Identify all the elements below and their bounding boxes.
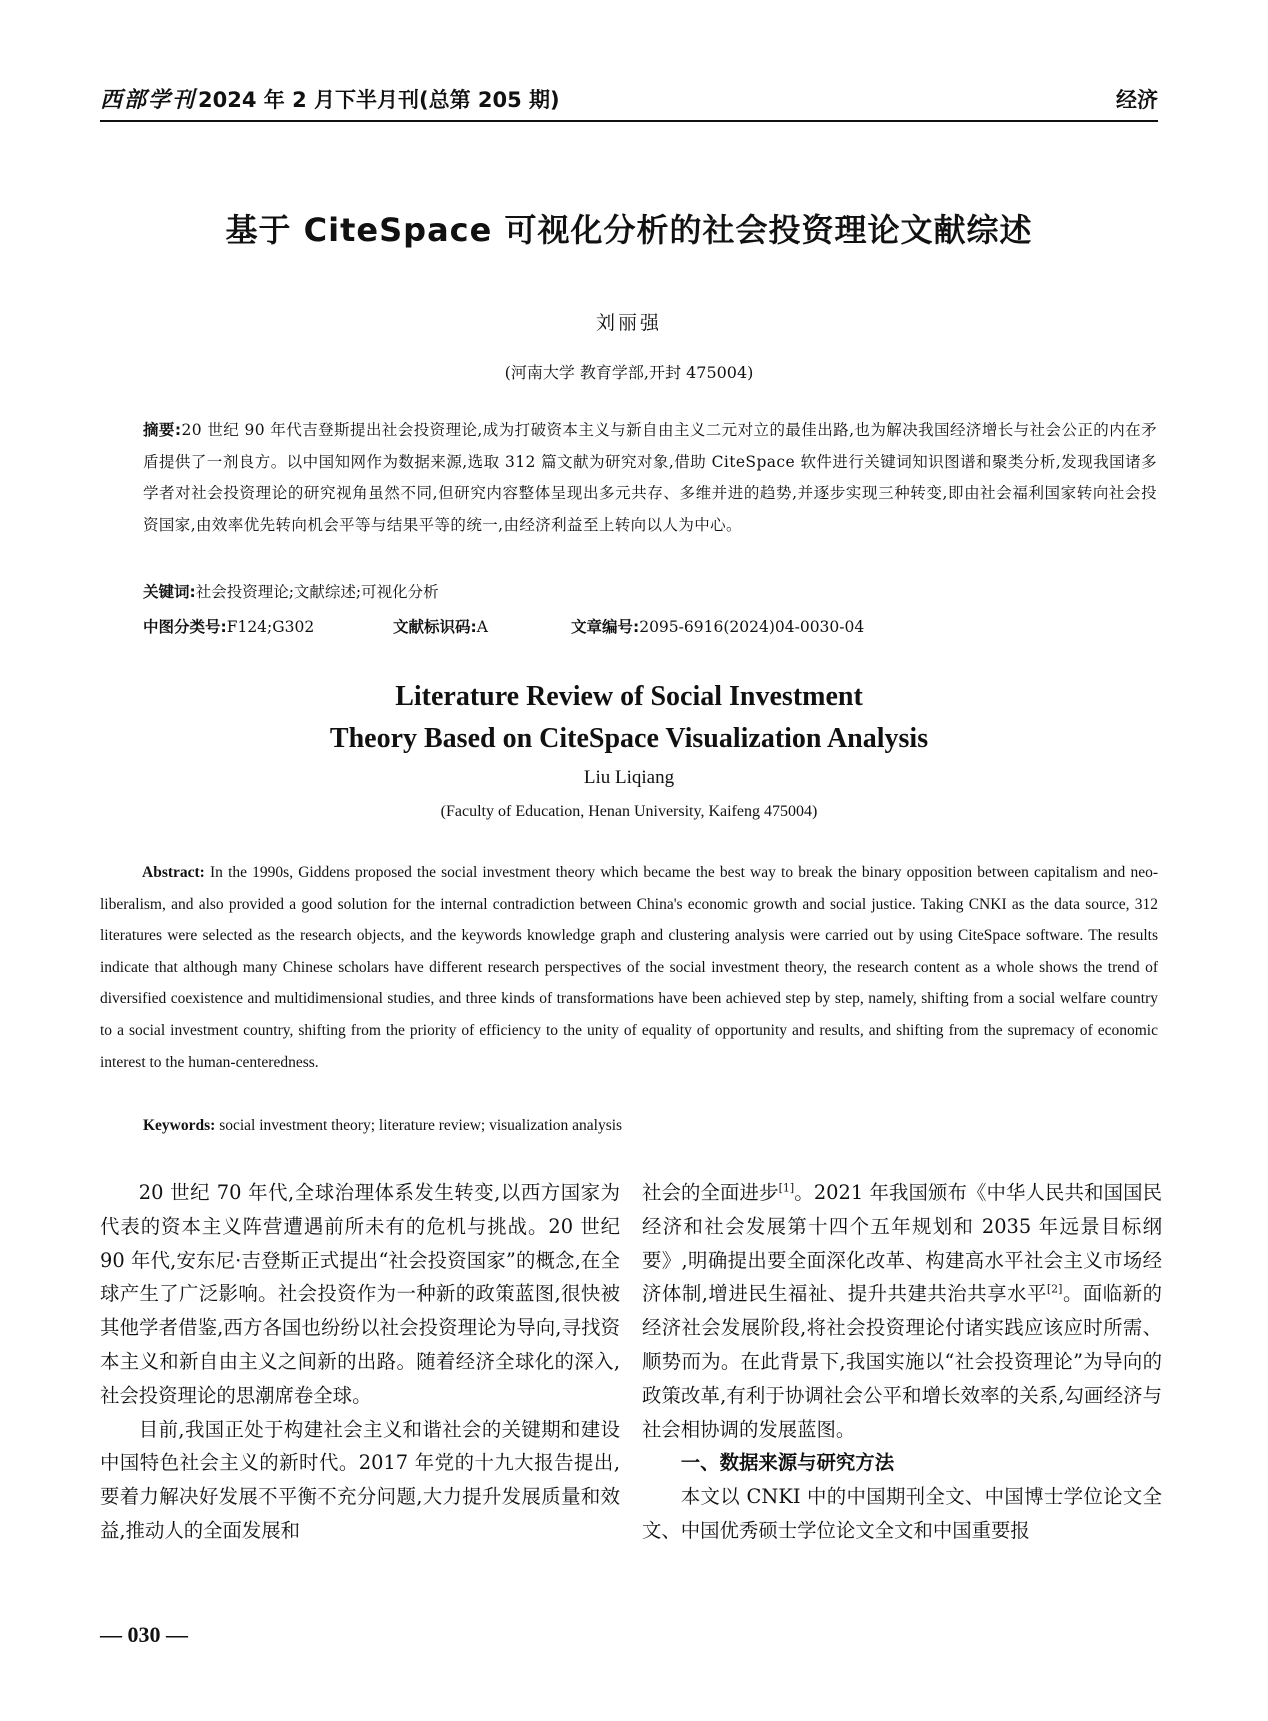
keywords-en-label: Keywords: [143,1117,216,1134]
abstract-cn-label: 摘要: [143,421,182,439]
doc-value: A [476,618,488,636]
header-left [100,83,560,114]
title-en-line2: Theory Based on CiteSpace Visualization Analysis [329,723,929,754]
author-en: Liu Liqiang [583,767,675,788]
body-paragraph: 本文以 CNKI 中的中国期刊全文、中国博士学位论文全文、中国优秀硕士学位论文全文和中国重要报 [642,1485,1162,1542]
abstract-en [100,857,1158,1078]
body-column-right [642,1176,1162,1548]
body-paragraph: 目前,我国正处于构建社会主义和谐社会的关键期和建设中国特色社会主义的新时代。2017 年党的十九大报告提出,要着力解决好发展不平衡不充分问题,大力提升发展质量和效益,推动人的全面发展和 [100,1417,620,1542]
clc-number [143,615,393,637]
body-text: 。面临新的经济社会发展阶段,将社会投资理论付诸实践应该应时所需、顺势而为。在此背景下,我国实施以“社会投资理论”为导向的政策改革,有利于协调社会公平和增长效率的关系,勾画经济与社会相协调的发展蓝图。 [642,1282,1162,1441]
article-label: 文章编号: [571,618,640,636]
issue-info: 2024 年 2 月下半月刊(总第 205 期) [198,88,560,112]
paper-title-en [100,676,1158,760]
classification-row [143,615,1157,637]
body-paragraph [642,1176,1162,1446]
article-value: 2095-6916(2024)04-0030-04 [639,618,865,636]
keywords-cn [143,580,1157,602]
body-text: 。2021 年我国颁布《中华人民共和国国民经济和社会发展第十四个五年规划和 2035 年远景目标纲要》,明确提出要全面深化改革、构建高水平社会主义市场经济体制,增进民生福祉、提升共建共治共享水平 [642,1181,1163,1306]
abstract-cn-text: 20 世纪 90 年代吉登斯提出社会投资理论,成为打破资本主义与新自由主义二元对立的最佳出路,也为解决我国经济增长与社会公正的内在矛盾提供了一剂良方。以中国知网作为数据来源,选取 312 篇文献为研究对象,借助 CiteSpace 软件进行关键词知识图谱和聚类分析,发现我国诸多学者对社会投资理论的研究视角虽然不同,但研究内容整体呈现出多元共存、多维并进的趋势,并逐步实现三种转变,即由社会福利国家转向社会投资国家,由效率优先转向机会平等与结果平等的统一,由经济利益至上转向以人为中心。 [143,421,1157,534]
abstract-en-label: Abstract: [142,864,205,881]
affiliation-en: (Faculty of Education, Henan University, Kaifeng 475004) [440,803,818,820]
keywords-cn-text: 社会投资理论;文献综述;可视化分析 [195,583,439,601]
citation-ref: [1] [778,1181,795,1195]
doc-code [393,615,571,637]
section-heading: 一、数据来源与研究方法 [680,1451,895,1475]
doc-label: 文献标识码: [393,618,477,636]
body-column-left [100,1176,620,1548]
running-header [100,88,1158,122]
page-number: — 030 — [100,1622,188,1647]
citation-ref: [2] [1046,1282,1063,1296]
title-en-line1: Literature Review of Social Investment [395,681,863,712]
author-cn: 刘丽强 [595,312,662,334]
journal-logo: 西部学刊 [100,87,197,113]
affiliation-cn: (河南大学 教育学部,开封 475004) [504,363,754,382]
article-number [571,615,864,637]
keywords-cn-label: 关键词: [143,583,196,601]
body-paragraph: 20 世纪 70 年代,全球治理体系发生转变,以西方国家为代表的资本主义阵营遭遇前所未有的危机与挑战。20 世纪 90 年代,安东尼·吉登斯正式提出“社会投资国家”的概念,在全球产生了广泛影响。社会投资作为一种新的政策蓝图,很快被其他学者借鉴,西方各国也纷纷以社会投资理论为导向,寻找资本主义和新自由主义之间新的出路。随着经济全球化的深入,社会投资理论的思潮席卷全球。 [100,1181,620,1407]
keywords-en-text: social investment theory; literature review; visualization analysis [219,1117,623,1134]
clc-value: F124;G302 [226,618,315,636]
clc-label: 中图分类号: [143,618,227,636]
section-label: 经济 [1116,88,1158,112]
abstract-cn [143,415,1157,541]
keywords-en [143,1117,1157,1135]
body-text: 社会的全面进步 [642,1181,779,1204]
paper-title-cn: 基于 CiteSpace 可视化分析的社会投资理论文献综述 [225,211,1033,249]
abstract-en-text: In the 1990s, Giddens proposed the social investment theory which became the best way to break the binary opposition between capitalism and neo-liberalism, and also provided a good solution for the internal contradiction between China's economic growth and social justice. Taking CNKI as the data source, 312 literatures were selected as the research objects, and the keywords knowledge graph and clustering analysis were carried out by using CiteSpace software. The results indicate that although many Chinese scholars have different research perspectives of the social investment theory, the research content as a whole shows the trend of diversified coexistence and multidimensional studies, and three kinds of transformations have been achieved step by step, namely, shifting from a social welfare country to a social investment country, shifting from the priority of efficiency to the unity of equality of opportunity and results, and shifting from the supremacy of economic interest to the human-centeredness. [100,864,1158,1071]
